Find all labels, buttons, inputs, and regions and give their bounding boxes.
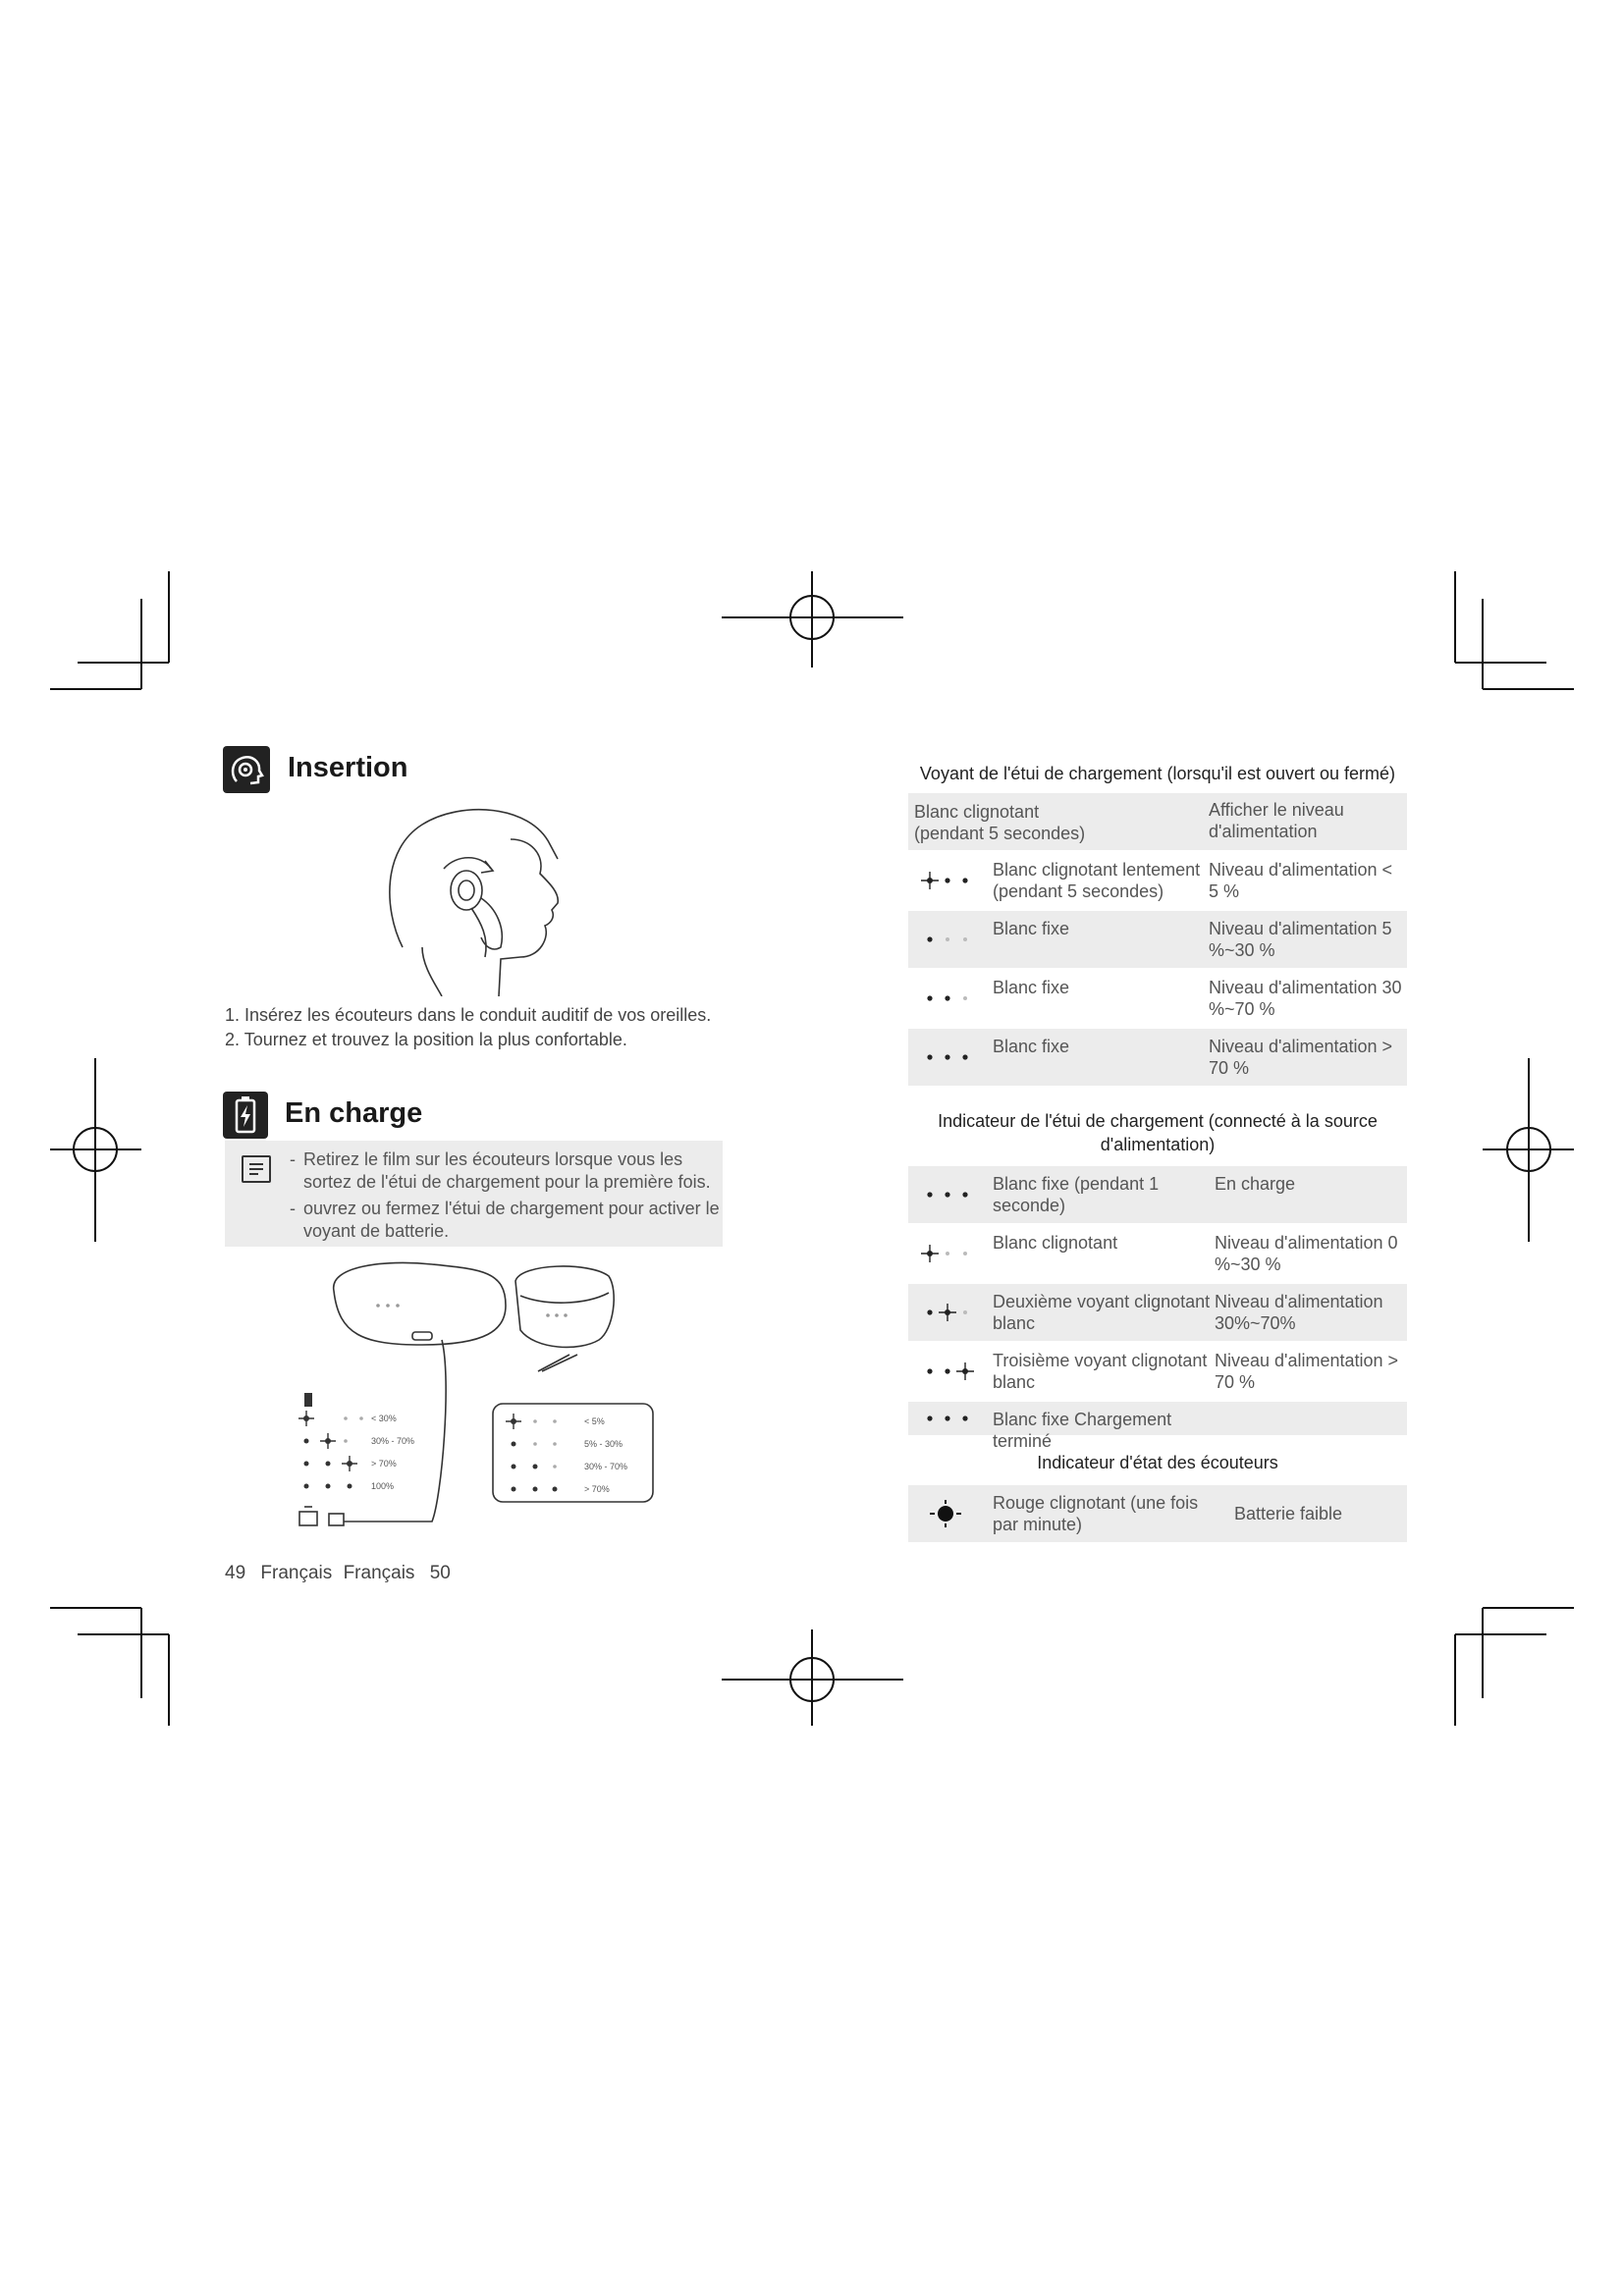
footer-lang-left: Français xyxy=(260,1563,333,1583)
diagram-right-label-3: 30% - 70% xyxy=(584,1462,628,1471)
diagram-right-label-2: 5% - 30% xyxy=(584,1439,623,1449)
case-indicator-row xyxy=(908,970,1407,1027)
connected-indicator-status: Niveau d'alimentation 30%~70% xyxy=(1215,1292,1383,1333)
connected-indicator-desc: Blanc fixe (pendant 1 seconde) xyxy=(993,1174,1160,1215)
case-indicator-status: Niveau d'alimentation 30 %~70 % xyxy=(1209,978,1402,1019)
insertion-step-1: 1. Insérez les écouteurs dans le conduit auditif de vos oreilles. xyxy=(225,1005,712,1025)
footer-left xyxy=(225,1563,451,1584)
case-indicator-header-desc: Blanc clignotant (pendant 5 secondes) xyxy=(914,802,1086,843)
case-indicator-row xyxy=(908,1029,1407,1086)
charging-diagram xyxy=(285,1261,668,1541)
charging-note xyxy=(225,1141,723,1247)
case-indicator-header-status: Afficher le niveau d'alimentation xyxy=(1209,800,1344,841)
connected-indicator-title: Indicateur de l'étui de chargement (connecté à la source d'alimentation) xyxy=(938,1111,1378,1154)
connected-indicator-desc: Troisième voyant clignotant blanc xyxy=(993,1351,1208,1392)
diagram-left-label-3: > 70% xyxy=(371,1459,397,1468)
diagram-left-label-2: 30% - 70% xyxy=(371,1436,415,1446)
earbud-indicator-status: Batterie faible xyxy=(1234,1504,1343,1523)
charging-note-1: - Retirez le film sur les écouteurs lorsque vous les sortez de l'étui de chargement pour la première fois. xyxy=(290,1148,722,1194)
led-pattern-icon xyxy=(918,1045,975,1069)
footer-lang-right: Français xyxy=(343,1563,415,1583)
insertion-step-2: 2. Tournez et trouvez la position la plus confortable. xyxy=(225,1030,627,1049)
insertion-illustration xyxy=(383,800,569,996)
diagram-left-label-4: 100% xyxy=(371,1481,395,1491)
case-indicator-desc: Blanc fixe xyxy=(993,978,1070,997)
connected-indicator-row xyxy=(908,1343,1407,1400)
connected-indicator-row xyxy=(908,1166,1407,1223)
diagram-left-label-1: < 30% xyxy=(371,1414,397,1423)
connected-indicator-desc: Deuxième voyant clignotant blanc xyxy=(993,1292,1211,1333)
charging-title: En charge xyxy=(285,1097,423,1129)
note-icon xyxy=(242,1155,271,1183)
led-pattern-icon xyxy=(918,1183,975,1206)
earbud-indicator-desc: Rouge clignotant (une fois par minute) xyxy=(993,1493,1199,1534)
connected-indicator-status: Niveau d'alimentation 0 %~30 % xyxy=(1215,1233,1398,1274)
case-indicator-status: Niveau d'alimentation > 70 % xyxy=(1209,1037,1393,1078)
connected-indicator-row xyxy=(908,1402,1407,1451)
led-pattern-icon xyxy=(918,1301,975,1324)
insertion-steps xyxy=(225,1003,775,1052)
case-indicator-desc: Blanc fixe xyxy=(993,919,1070,938)
red-blink-icon xyxy=(928,1498,963,1529)
case-indicator-title: Voyant de l'étui de chargement (lorsqu'il est ouvert ou fermé) xyxy=(919,764,1396,783)
connected-indicator-status: Niveau d'alimentation > 70 % xyxy=(1215,1351,1399,1392)
led-pattern-icon xyxy=(918,1407,975,1430)
case-indicator-status: Niveau d'alimentation < 5 % xyxy=(1209,860,1393,901)
case-indicator-header-row xyxy=(908,793,1407,850)
diagram-right-label-1: < 5% xyxy=(584,1416,605,1426)
case-indicator-row xyxy=(908,911,1407,968)
connected-indicator-desc: Blanc clignotant xyxy=(993,1233,1118,1253)
insertion-title: Insertion xyxy=(288,752,408,783)
earphone-head-icon xyxy=(223,746,270,793)
led-pattern-icon xyxy=(918,987,975,1010)
earbud-indicator-title: Indicateur d'état des écouteurs xyxy=(1037,1453,1278,1472)
connected-indicator-desc: Blanc fixe Chargement terminé xyxy=(993,1410,1172,1451)
battery-charge-icon xyxy=(223,1092,268,1139)
diagram-right-label-4: > 70% xyxy=(584,1484,610,1494)
case-indicator-row xyxy=(908,852,1407,909)
led-pattern-icon xyxy=(918,928,975,951)
led-pattern-icon xyxy=(918,1242,975,1265)
page-number-left: 49 xyxy=(225,1563,246,1583)
case-indicator-desc: Blanc fixe xyxy=(993,1037,1070,1056)
charging-note-2: - ouvrez ou fermez l'étui de chargement pour activer le voyant de batterie. xyxy=(290,1198,722,1243)
connected-indicator-row xyxy=(908,1284,1407,1341)
connected-indicator-row xyxy=(908,1225,1407,1282)
page-number-right: 50 xyxy=(429,1563,451,1583)
connected-indicator-status: En charge xyxy=(1215,1174,1296,1194)
led-pattern-icon xyxy=(918,1360,975,1383)
earbud-indicator-row xyxy=(908,1485,1407,1542)
case-indicator-status: Niveau d'alimentation 5 %~30 % xyxy=(1209,919,1392,960)
led-pattern-icon xyxy=(918,869,975,892)
case-indicator-desc: Blanc clignotant lentement (pendant 5 secondes) xyxy=(993,860,1201,901)
